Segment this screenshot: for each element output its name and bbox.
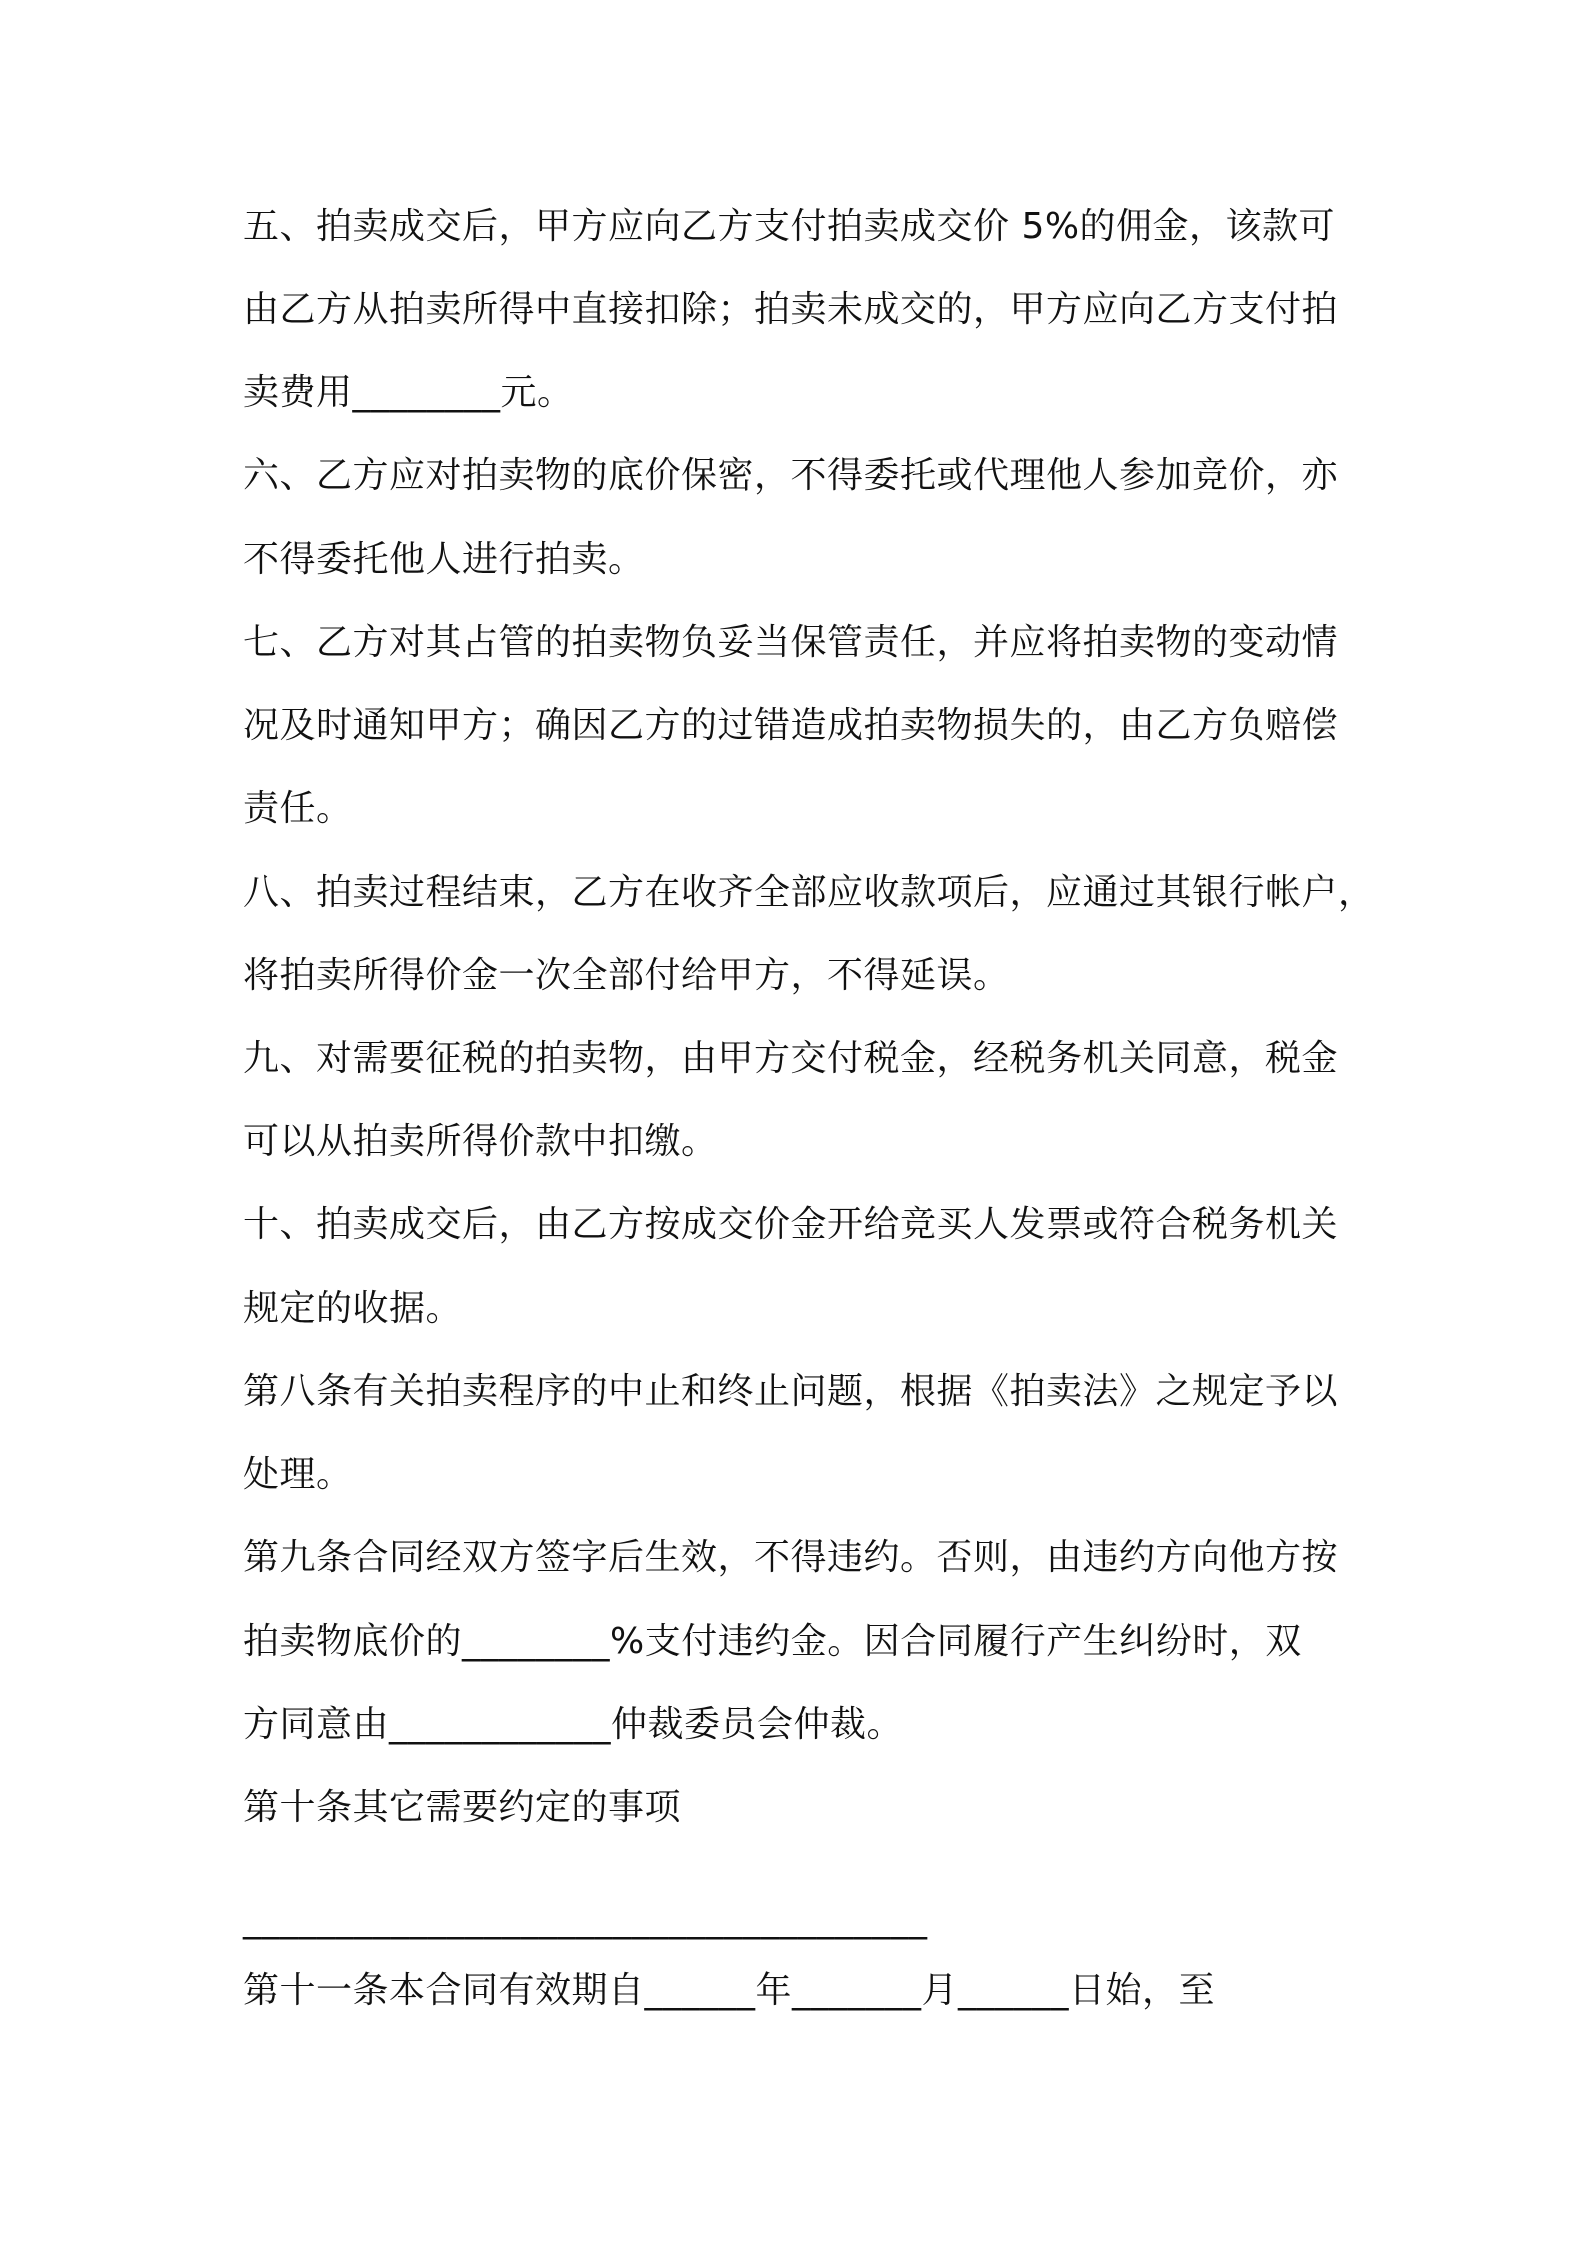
text-line-clause-7-end: 责任。 xyxy=(243,788,353,829)
text-line-article-11: 第十一条本合同有效期自______年_______月______日始，至 xyxy=(243,1970,1216,2011)
text-line-article-9-end: 方同意由____________仲裁委员会仲裁。 xyxy=(243,1704,904,1745)
text-line-clause-7-cont: 况及时通知甲方；确因乙方的过错造成拍卖物损失的，由乙方负赔偿 xyxy=(243,705,1339,746)
text-line-clause-5: 五、拍卖成交后，甲方应向乙方支付拍卖成交价 5%的佣金，该款可 xyxy=(243,206,1336,247)
text-line-article-10-blank: _____________________________________ xyxy=(243,1899,928,1940)
text-line-clause-6-cont: 不得委托他人进行拍卖。 xyxy=(243,539,645,580)
text-line-article-10: 第十条其它需要约定的事项 xyxy=(243,1787,682,1828)
text-line-clause-7: 七、乙方对其占管的拍卖物负妥当保管责任，并应将拍卖物的变动情 xyxy=(243,622,1339,663)
text-line-clause-8: 八、拍卖过程结束，乙方在收齐全部应收款项后，应通过其银行帐户， xyxy=(243,872,1375,913)
text-line-clause-6: 六、乙方应对拍卖物的底价保密，不得委托或代理他人参加竞价，亦 xyxy=(243,455,1339,496)
text-line-clause-9: 九、对需要征税的拍卖物，由甲方交付税金，经税务机关同意，税金 xyxy=(243,1038,1339,1079)
text-line-clause-5-cont: 由乙方从拍卖所得中直接扣除；拍卖未成交的，甲方应向乙方支付拍 xyxy=(243,289,1339,330)
text-line-clause-8-cont: 将拍卖所得价金一次全部付给甲方，不得延误。 xyxy=(243,955,1010,996)
text-line-article-9: 第九条合同经双方签字后生效，不得违约。否则，由违约方向他方按 xyxy=(243,1537,1339,1578)
text-line-clause-9-cont: 可以从拍卖所得价款中扣缴。 xyxy=(243,1121,718,1162)
text-line-clause-5-fee: 卖费用________元。 xyxy=(243,372,574,413)
text-line-clause-10: 十、拍卖成交后，由乙方按成交价金开给竞买人发票或符合税务机关 xyxy=(243,1204,1339,1245)
text-line-article-8: 第八条有关拍卖程序的中止和终止问题，根据《拍卖法》之规定予以 xyxy=(243,1371,1339,1412)
text-line-clause-10-cont: 规定的收据。 xyxy=(243,1288,463,1329)
text-line-article-8-cont: 处理。 xyxy=(243,1454,353,1495)
text-line-article-9-cont: 拍卖物底价的________%支付违约金。因合同履行产生纠纷时，双 xyxy=(243,1621,1302,1662)
